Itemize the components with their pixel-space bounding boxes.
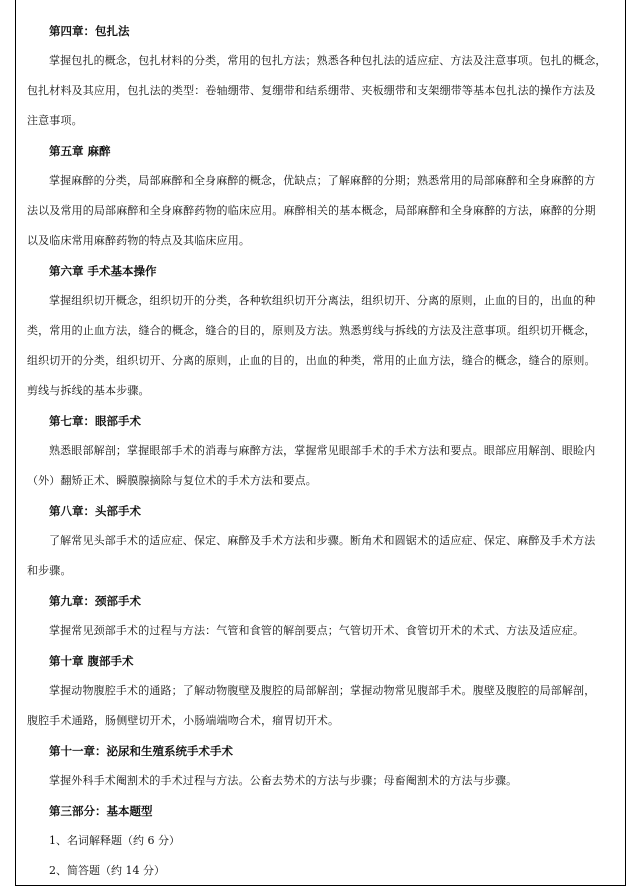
paragraph-line: 组织切开的分类，组织切开、分离的原则，止血的目的，出血的种类，常用的止血方法，缝合的概念，缝合的原则。: [27, 354, 596, 367]
paragraph-line: （外）翻矫正术、瞬膜腺摘除与复位术的手术方法和要点。: [27, 474, 317, 487]
question-type-item: 2、简答题（约 14 分）: [49, 864, 165, 877]
part-heading: 第三部分：基本题型: [49, 804, 153, 818]
chapter-heading: 第六章 手术基本操作: [49, 264, 157, 278]
paragraph-line: 注意事项。: [27, 114, 83, 127]
paragraph-line: 掌握常见颈部手术的过程与方法：气管和食管的解剖要点；气管切开术、食管切开术的术式、方法及适应症。: [49, 624, 585, 637]
paragraph-line: 以及临床常用麻醉药物的特点及其临床应用。: [27, 234, 250, 247]
chapter-heading: 第十章 腹部手术: [49, 654, 134, 668]
chapter-paragraph: [27, 166, 617, 256]
paragraph-line: 剪线与拆线的基本步骤。: [27, 384, 150, 397]
paragraph-line: 掌握动物腹腔手术的通路；了解动物腹壁及腹腔的局部解剖；掌握动物常见腹部手术。腹壁及腹腔的局部解剖，: [49, 684, 596, 697]
chapter-heading: 第十一章：泌尿和生殖系统手术手术: [49, 744, 233, 758]
paragraph-line: 掌握外科手术阉割术的手术过程与方法。公畜去势术的方法与步骤；母畜阉割术的方法与步骤。: [49, 774, 518, 787]
chapter-heading: 第九章：颈部手术: [49, 594, 141, 608]
chapter-heading: 第四章：包扎法: [49, 24, 130, 38]
paragraph-line: 类，常用的止血方法，缝合的概念，缝合的目的，原则及方法。熟悉剪线与拆线的方法及注意事项。组织切开概念，: [27, 324, 596, 337]
paragraph-line: 和步骤。: [27, 564, 72, 577]
chapter-paragraph: [27, 46, 617, 136]
chapter-paragraph: [27, 436, 617, 496]
paragraph-line: 法以及常用的局部麻醉和全身麻醉药物的临床应用。麻醉相关的基本概念，局部麻醉和全身麻醉的方法，麻醉的分期: [27, 204, 596, 217]
question-type-item: 1、名词解释题（约 6 分）: [49, 834, 180, 847]
chapter-paragraph: [27, 286, 617, 406]
chapter-paragraph: [27, 526, 617, 586]
document-content: [27, 16, 617, 886]
chapter-paragraph: [27, 616, 617, 646]
paragraph-line: 熟悉眼部解剖；掌握眼部手术的消毒与麻醉方法，掌握常见眼部手术的手术方法和要点。眼部应用解剖、眼睑内: [49, 444, 596, 457]
paragraph-line: 了解常见头部手术的适应症、保定、麻醉及手术方法和步骤。断角术和圆锯术的适应症、保定、麻醉及手术方法: [49, 534, 596, 547]
paragraph-line: 掌握组织切开概念，组织切开的分类，各种软组织切开分离法，组织切开、分离的原则，止血的目的，出血的种: [49, 294, 596, 307]
paragraph-line: 掌握麻醉的分类，局部麻醉和全身麻醉的概念，优缺点；了解麻醉的分期；熟悉常用的局部麻醉和全身麻醉的方: [49, 174, 596, 187]
chapter-paragraph: [27, 676, 617, 736]
chapter-paragraph: [27, 766, 617, 796]
paragraph-line: 腹腔手术通路，肠侧壁切开术，小肠端端吻合术，瘤胃切开术。: [27, 714, 340, 727]
chapter-heading: 第五章 麻醉: [49, 144, 111, 158]
chapter-heading: 第七章：眼部手术: [49, 414, 141, 428]
chapter-heading: 第八章：头部手术: [49, 504, 141, 518]
paragraph-line: 包扎材料及其应用，包扎法的类型：卷轴绷带、复绷带和结系绷带、夹板绷带和支架绷带等基本包扎法的操作方法及: [27, 84, 596, 97]
paragraph-line: 掌握包扎的概念，包扎材料的分类，常用的包扎方法；熟悉各种包扎法的适应症、方法及注意事项。包扎的概念，: [49, 54, 607, 67]
